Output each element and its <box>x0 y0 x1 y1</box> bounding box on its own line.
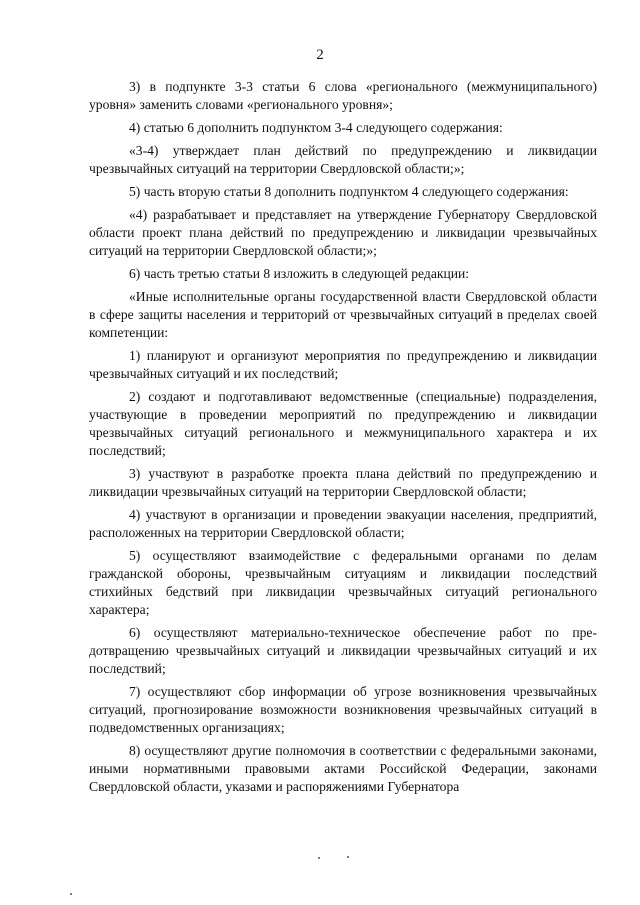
paragraph-amendment-3: 3) в подпункте 3-3 статьи 6 слова «регионального (межмуниципального) уровня» заменить словами «регионального уровня»; <box>89 79 597 112</box>
paragraph-amendment-4: 4) статью 6 дополнить подпунктом 3-4 следующего содержания: <box>129 120 503 135</box>
paragraph-item-7: 7) осуществляют сбор информации об угрозе возникновения чрезвычайных ситуаций, прогнозирование возможности возникновения чрезвычайных ситуаций в подведомственных организациях; <box>89 684 597 735</box>
paragraph-quote-3-4: «3-4) утверждает план действий по предупреждению и ликвидации чрезвычайных ситуаций на территории Свердловской области;»; <box>89 143 597 176</box>
paragraph-item-8: 8) осуществляют другие полномочия в соответствии с федеральными законами, иными нормативными правовыми актами Российской Федерации, законами Свердловской области, указами и распоряжениями Губернатора <box>89 743 597 794</box>
paragraph-item-6: 6) осуществляют материально-техническое обеспечение работ по предотвращению чрезвычайных ситуаций и ликвидации чрезвычайных ситуаций и их последствий; <box>89 625 597 676</box>
document-body <box>89 78 597 801</box>
paragraph-item-3: 3) участвуют в разработке проекта плана действий по предупреждению и ликвидации чрезвычайных ситуаций на территории Свердловской области; <box>89 466 597 499</box>
paragraph-item-5: 5) осуществляют взаимодействие с федеральными органами по делам гражданской обороны, чрезвычайным ситуациям и ликвидации последствий стихийных бедствий при ликвидации чрезвычайных ситуаций регионального характера; <box>89 548 597 617</box>
paragraph-amendment-5: 5) часть вторую статьи 8 дополнить подпунктом 4 следующего содержания: <box>129 184 569 199</box>
page-number: 2 <box>316 47 324 63</box>
scan-speck <box>70 893 72 895</box>
scan-speck <box>318 857 320 859</box>
paragraph-item-1: 1) планируют и организуют мероприятия по предупреждению и ликвидации чрезвычайных ситуаций и их последствий; <box>89 348 597 381</box>
paragraph-quote-4: «4) разрабатывает и представляет на утверждение Губернатору Свердловской области проект плана действий по предупреждению и ликвидации чрезвычайных ситуаций на территории Свердловской области;»; <box>89 207 597 258</box>
paragraph-item-2: 2) создают и подготавливают ведомственные (специальные) подразделения, участвующие в проведении мероприятий по предупреждению и ликвидации чрезвычайных ситуаций регионального и межмуниципального характера и их последствий; <box>89 389 597 458</box>
paragraph-quote-intro: «Иные исполнительные органы государственной власти Свердловской области в сфере защиты населения и территорий от чрезвычайных ситуаций в пределах своей компетенции: <box>89 289 597 340</box>
scan-speck <box>347 856 349 858</box>
paragraph-item-4: 4) участвуют в организации и проведении эвакуации населения, предприятий, расположенных на территории Свердловской области; <box>89 507 597 540</box>
paragraph-amendment-6: 6) часть третью статьи 8 изложить в следующей редакции: <box>129 266 470 281</box>
